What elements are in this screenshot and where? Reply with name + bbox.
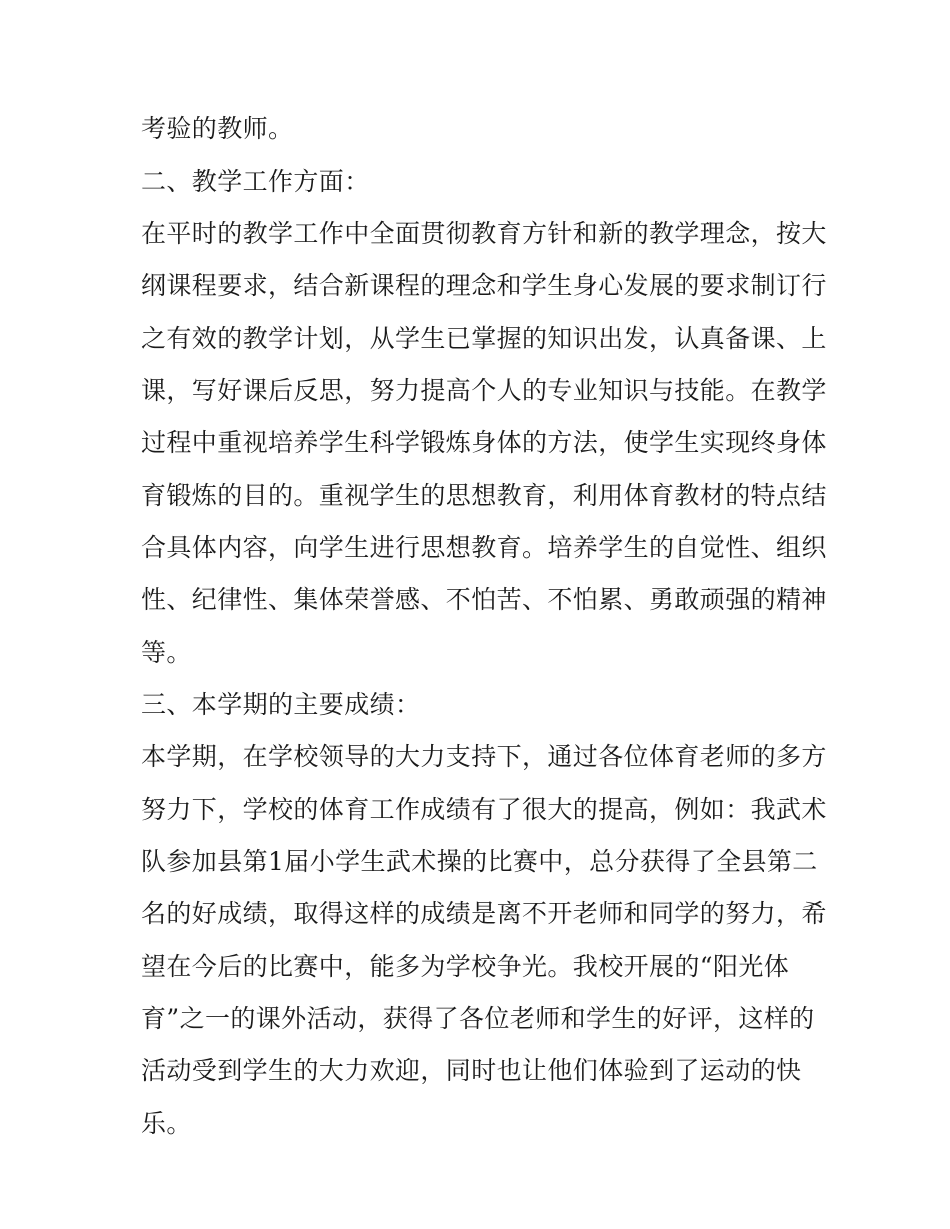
text-line: 等。 bbox=[141, 638, 192, 667]
section-heading-achievements: 三、本学期的主要成绩： bbox=[141, 690, 421, 719]
text-line: 课，写好课后反思，努力提高个人的专业知识与技能。在教学 bbox=[141, 376, 827, 405]
text-line: 望在今后的比赛中，能多为学校争光。我校开展的“阳光体 bbox=[141, 952, 790, 981]
text-line: 名的好成绩，取得这样的成绩是离不开老师和同学的努力，希 bbox=[141, 899, 827, 928]
text-line: 乐。 bbox=[141, 1109, 192, 1138]
text-line: 育锻炼的目的。重视学生的思想教育，利用体育教材的特点结 bbox=[141, 481, 827, 510]
text-line: 纲课程要求，结合新课程的理念和学生身心发展的要求制订行 bbox=[141, 271, 827, 300]
text-line: 之有效的教学计划，从学生已掌握的知识出发，认真备课、上 bbox=[141, 324, 827, 353]
text-line: 在平时的教学工作中全面贯彻教育方针和新的教学理念，按大 bbox=[141, 219, 827, 248]
text-line: 育”之一的课外活动，获得了各位老师和学生的好评，这样的 bbox=[141, 1004, 815, 1033]
text-line: 本学期，在学校领导的大力支持下，通过各位体育老师的多方 bbox=[141, 742, 827, 771]
text-line: 合具体内容，向学生进行思想教育。培养学生的自觉性、组织 bbox=[141, 533, 827, 562]
text-line: 性、纪律性、集体荣誉感、不怕苦、不怕累、勇敢顽强的精神 bbox=[141, 585, 827, 614]
text-line: 努力下，学校的体育工作成绩有了很大的提高，例如：我武术 bbox=[141, 795, 827, 824]
text-line: 活动受到学生的大力欢迎，同时也让他们体验到了运动的快 bbox=[141, 1056, 802, 1085]
section-heading-teaching: 二、教学工作方面： bbox=[141, 167, 370, 196]
text-line: 过程中重视培养学生科学锻炼身体的方法，使学生实现终身体 bbox=[141, 428, 827, 457]
text-line: 考验的教师。 bbox=[141, 114, 294, 143]
text-line: 队参加县第1届小学生武术操的比赛中，总分获得了全县第二 bbox=[141, 847, 818, 876]
